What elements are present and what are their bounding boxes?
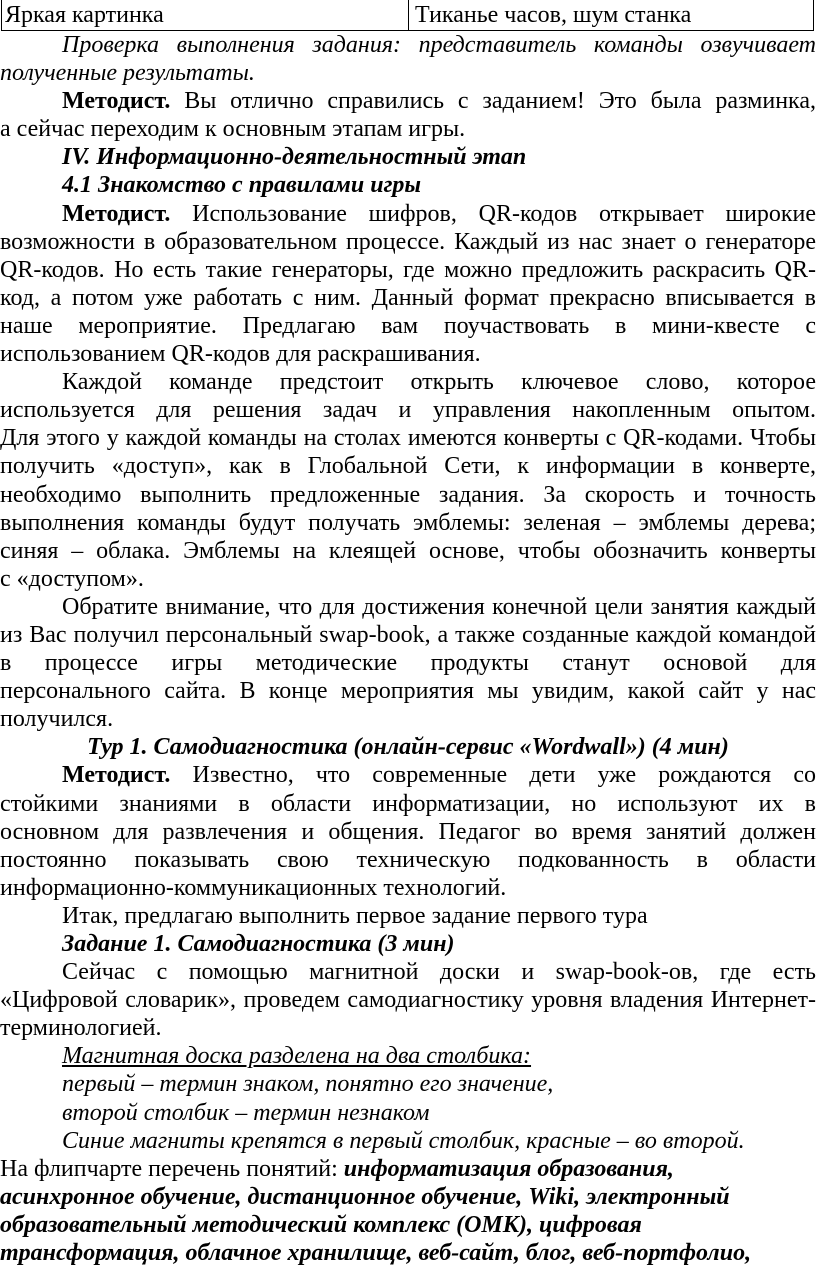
text-line xyxy=(0,1099,816,1127)
text-line xyxy=(0,171,816,199)
formatted-text-run: первый – термин знаком, понятно его значение, xyxy=(62,1071,554,1098)
text-run: персонального сайта. В конце мероприятия мы увидим, какой сайт у нас xyxy=(0,678,816,705)
text-line xyxy=(0,621,816,649)
text-run: постоянно показывать свою техническую подкованность в области xyxy=(0,846,816,873)
text-line xyxy=(0,874,816,902)
text-run: выполнения команды будут получать эмблемы: зеленая – эмблемы дерева; xyxy=(0,509,816,536)
text-line xyxy=(0,986,816,1014)
text-run: информационно-коммуникационных технологий. xyxy=(0,874,507,901)
text-line xyxy=(0,312,816,340)
text-run: из Вас получил персональный swap-book, а также созданные каждой командой xyxy=(0,621,816,648)
formatted-text-run: 4.1 Знакомство с правилами игры xyxy=(62,172,422,199)
text-run: Вы отлично справились с заданием! Это была разминка, xyxy=(170,88,816,115)
text-run: Известно, что современные дети уже рождаются со xyxy=(170,762,816,789)
text-line xyxy=(0,818,816,846)
formatted-text-run: трансформация, облачное хранилище, веб-сайт, блог, веб-портфолио, xyxy=(0,1240,752,1267)
text-line xyxy=(0,452,816,480)
text-line xyxy=(0,705,816,733)
text-line xyxy=(0,790,816,818)
text-line xyxy=(0,846,816,874)
text-run: Сейчас с помощью магнитной доски и swap-book-ов, где есть xyxy=(62,959,816,986)
text-line xyxy=(0,59,816,87)
text-line xyxy=(0,340,816,368)
text-run: На флипчарте перечень понятий: xyxy=(0,1155,344,1182)
text-line xyxy=(0,1155,816,1183)
text-line xyxy=(0,733,816,761)
formatted-text-run: Методист. xyxy=(62,762,171,789)
text-run: Использование шифров, QR-кодов открывает широкие xyxy=(170,200,816,227)
text-run: код, а потом уже работать с ним. Данный формат прекрасно вписывается в xyxy=(0,284,816,311)
text-run: получился. xyxy=(0,706,114,733)
text-run: QR-кодов. Но есть такие генераторы, где можно предложить раскрасить QR- xyxy=(0,256,816,283)
text-line xyxy=(0,958,816,986)
text-run: стойкими знаниями в области информатизации, но используют их в xyxy=(0,790,816,817)
text-line xyxy=(0,143,816,171)
text-run: возможности в образовательном процессе. Каждый из нас знает о генераторе xyxy=(0,228,816,255)
text-line xyxy=(0,284,816,312)
formatted-text-run: Задание 1. Самодиагностика (3 мин) xyxy=(62,931,455,957)
text-run: наше мероприятие. Предлагаю вам поучаствовать в мини-квесте с xyxy=(0,312,816,339)
text-line xyxy=(0,509,816,537)
text-line xyxy=(0,424,816,452)
text-run: «Цифровой словарик», проведем самодиагностику уровня владения Интернет- xyxy=(0,987,816,1014)
formatted-text-run: Магнитная доска разделена на два столбика: xyxy=(62,1043,532,1070)
text-run: а сейчас переходим к основным этапам игры. xyxy=(0,116,466,143)
text-run: получить «доступ», как в Глобальной Сети, к информации в конверте, xyxy=(0,453,816,480)
text-run: синяя – облака. Эмблемы на клеящей основе, чтобы обозначить конверты xyxy=(0,537,816,564)
text-line xyxy=(0,481,816,509)
text-line xyxy=(0,902,816,930)
formatted-text-run: Синие магниты крепятся в первый столбик, красные – во второй. xyxy=(62,1127,745,1154)
formatted-text-run: Тур 1. Самодиагностика (онлайн-сервис «Wordwall») (4 мин) xyxy=(87,734,729,761)
text-line xyxy=(0,1014,816,1042)
text-line xyxy=(0,256,816,284)
formatted-text-run: информатизация образования, xyxy=(343,1155,674,1182)
table-cell-right: Тиканье часов, шум станка xyxy=(415,2,692,28)
text-line xyxy=(0,228,816,256)
formatted-text-run: полученные результаты. xyxy=(0,60,255,87)
text-run: в процессе игры методические продукты станут основой для xyxy=(0,650,816,677)
text-line xyxy=(0,31,816,59)
text-line xyxy=(0,1042,816,1070)
text-line xyxy=(0,1183,816,1211)
text-line xyxy=(0,930,816,958)
text-run: с «доступом». xyxy=(0,565,144,592)
text-line xyxy=(0,1070,816,1098)
formatted-text-run: Проверка выполнения задания: представитель команды озвучивает xyxy=(62,32,816,58)
text-run: основном для развлечения и общения. Педагог во время занятий должен xyxy=(0,818,816,845)
text-run: Каждой команде предстоит открыть ключевое слово, которое xyxy=(62,369,816,396)
text-run: терминологией. xyxy=(0,1015,162,1042)
formatted-text-run: Методист. xyxy=(62,88,171,115)
formatted-text-run: асинхронное обучение, дистанционное обучение, Wiki, электронный xyxy=(0,1183,730,1210)
table-cell-left: Яркая картинка xyxy=(2,0,409,30)
text-line xyxy=(0,200,816,228)
formatted-text-run: второй столбик – термин незнаком xyxy=(62,1099,430,1126)
text-line xyxy=(0,115,816,143)
formatted-text-run: образовательный методический комплекс (ОМК), цифровая xyxy=(0,1211,642,1238)
text-run: Для этого у каждой команды на столах имеются конверты с QR-кодами. Чтобы xyxy=(0,425,816,452)
text-run: Обратите внимание, что для достижения конечной цели занятия каждый xyxy=(62,593,816,620)
text-line xyxy=(0,1239,816,1267)
text-line xyxy=(0,677,816,705)
formatted-text-run: Методист. xyxy=(62,200,171,227)
text-run: необходимо выполнить предложенные задания. За скорость и точность xyxy=(0,481,816,508)
text-line xyxy=(0,537,816,565)
text-line xyxy=(0,565,816,593)
text-run: использованием QR-кодов для раскрашивания. xyxy=(0,341,481,368)
formatted-text-run: IV. Информационно-деятельностный этап xyxy=(62,144,527,171)
document-body xyxy=(0,31,816,1267)
text-run: используется для решения задач и управления накопленным опытом. xyxy=(0,397,816,424)
text-line xyxy=(0,761,816,789)
text-line xyxy=(0,649,816,677)
text-line xyxy=(0,1211,816,1239)
text-line xyxy=(0,593,816,621)
text-line xyxy=(0,1127,816,1155)
text-line xyxy=(0,87,816,115)
text-line xyxy=(0,396,816,424)
text-run: Итак, предлагаю выполнить первое задание первого тура xyxy=(62,902,648,929)
table-row xyxy=(1,0,814,31)
text-line xyxy=(0,368,816,396)
